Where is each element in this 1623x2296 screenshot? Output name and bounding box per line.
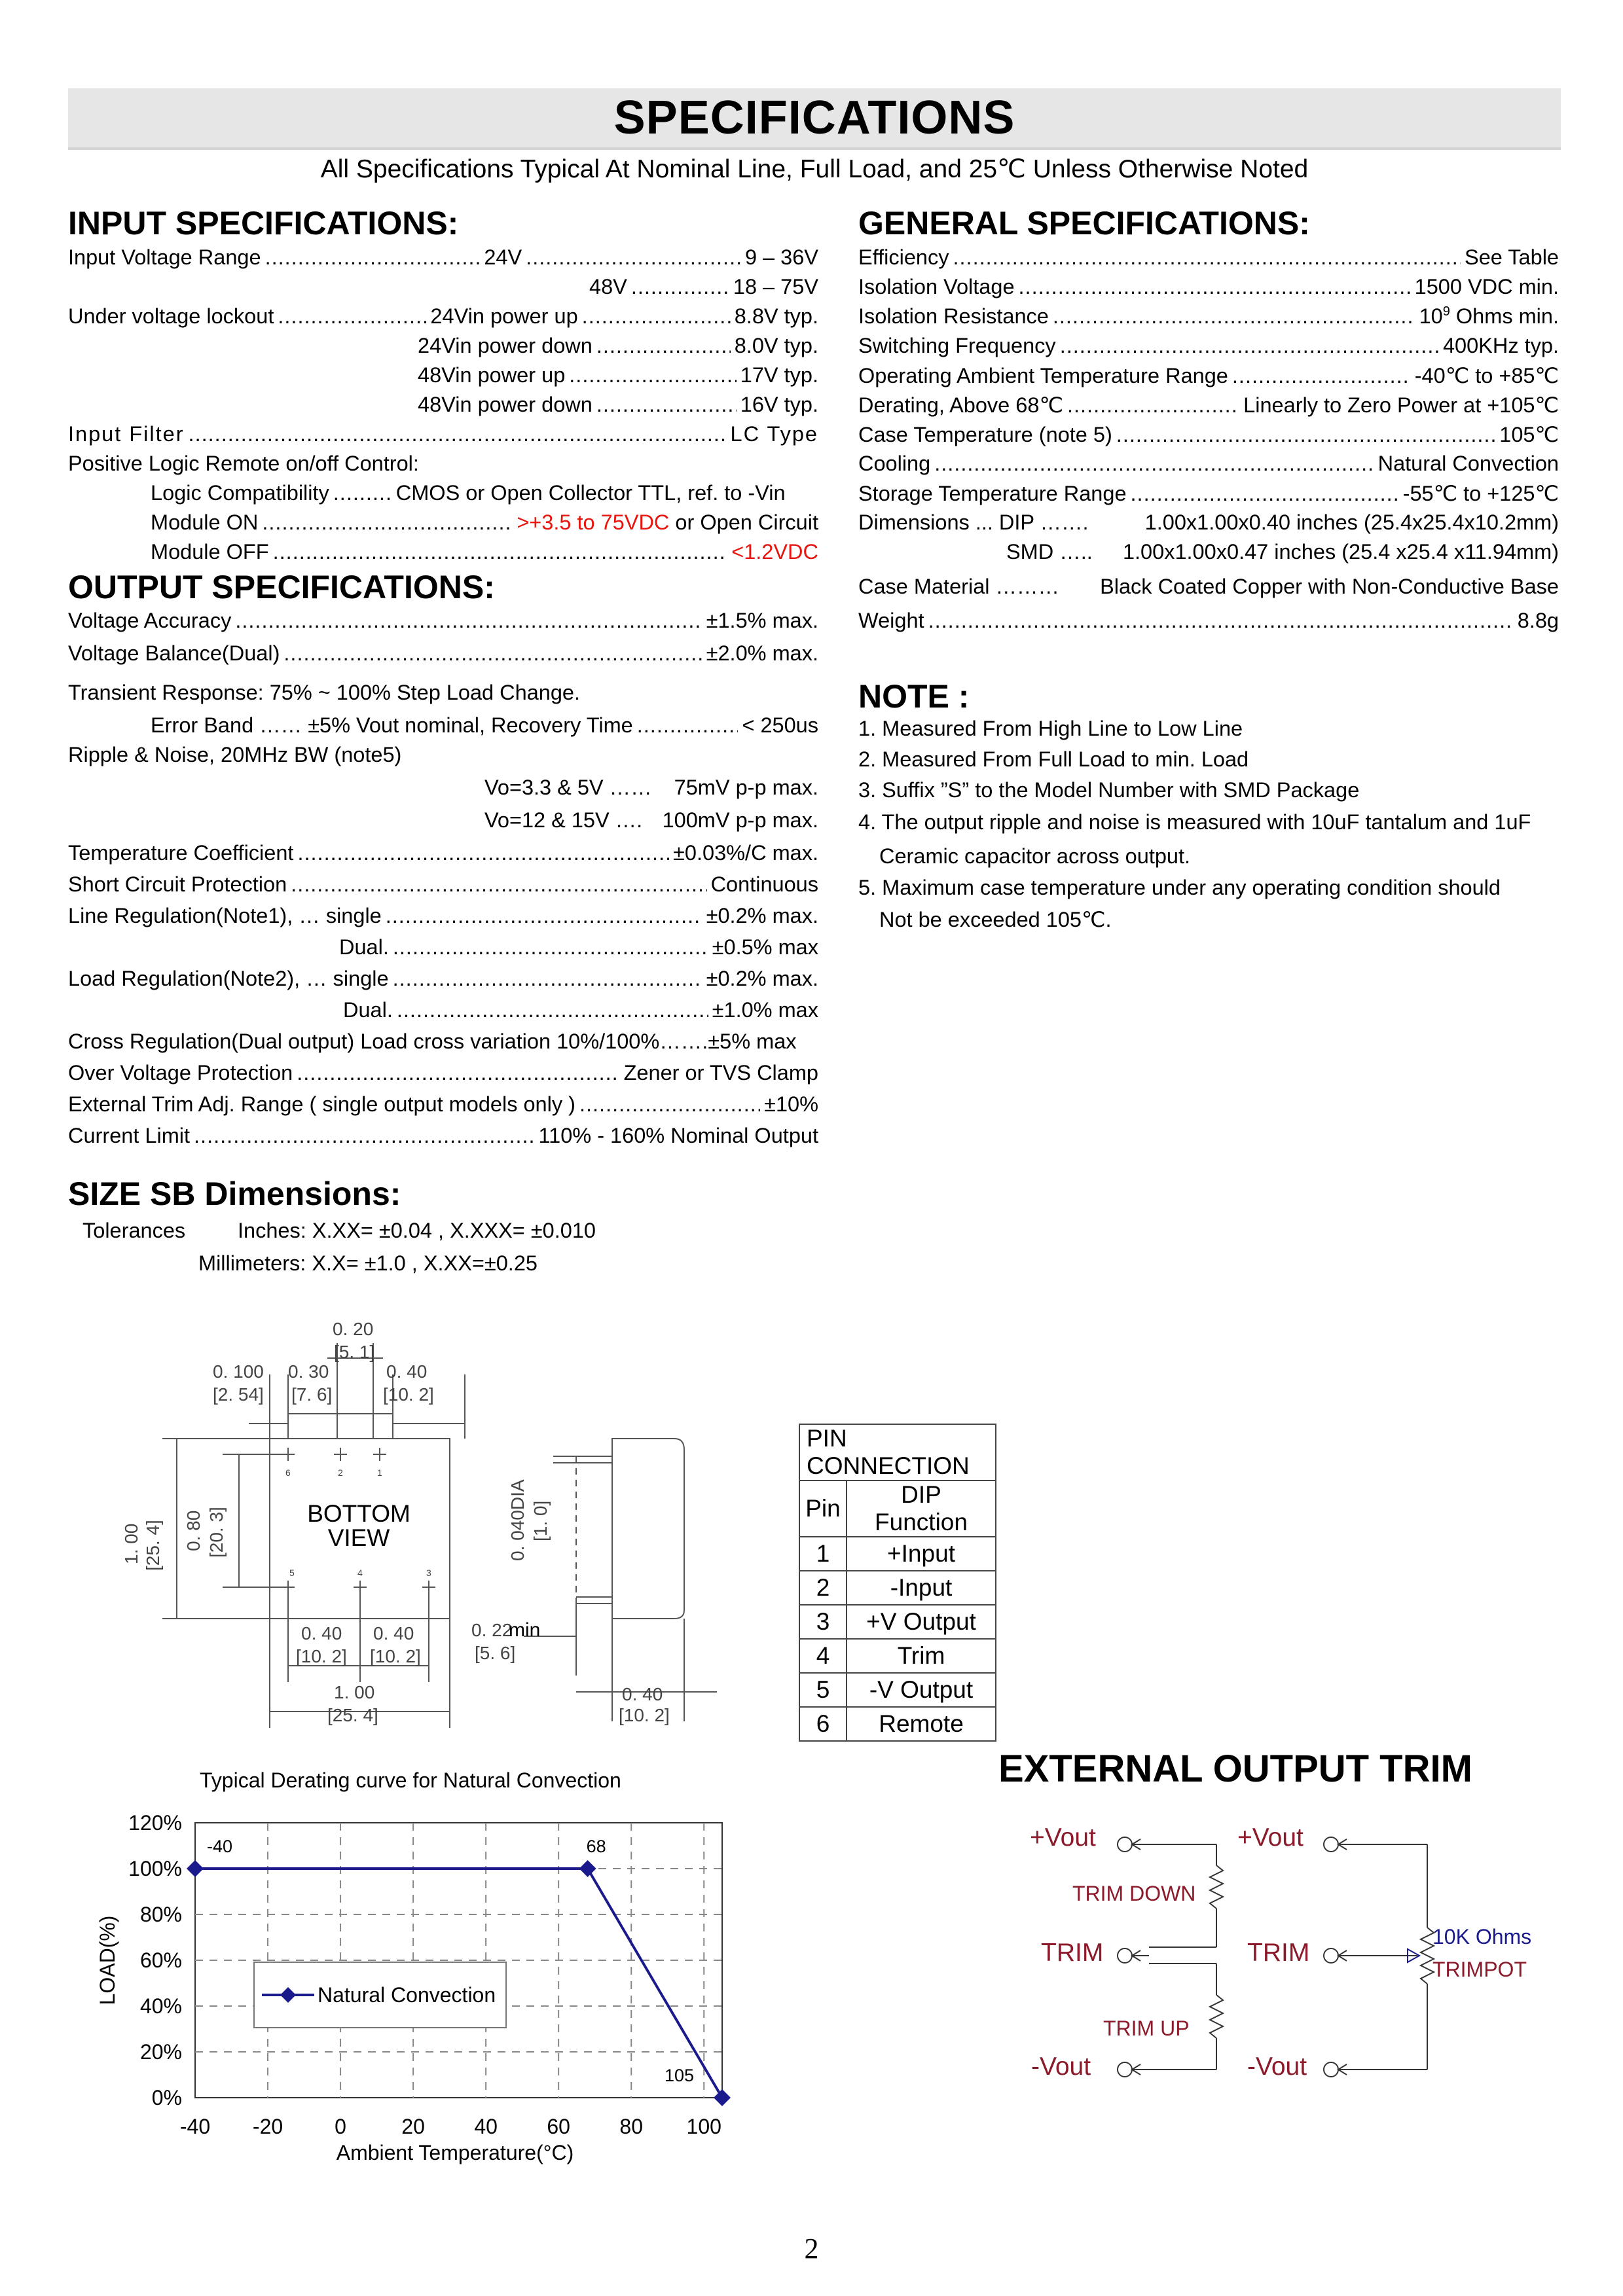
spec-value: -55℃ to +125℃ bbox=[1402, 482, 1559, 505]
spec-label: Logic Compatibility bbox=[151, 481, 329, 505]
dim-label: 0. 30 bbox=[288, 1361, 329, 1382]
spec-label: Derating, Above 68℃ bbox=[858, 393, 1063, 417]
spec-value-red: >+3.5 to 75VDC bbox=[517, 511, 670, 534]
note-4b: Ceramic capacitor across output. bbox=[879, 844, 1191, 868]
note-4a: 4. The output ripple and noise is measured with 10uF tantalum and 1uF bbox=[858, 810, 1531, 834]
spec-sub-label: 48Vin power down bbox=[418, 393, 593, 416]
spec-label: External Trim Adj. Range ( single output models only ) bbox=[68, 1092, 575, 1116]
trim-label: -Vout bbox=[1031, 2053, 1091, 2081]
pin-number: 5 bbox=[799, 1673, 847, 1707]
size-heading: SIZE SB Dimensions: bbox=[68, 1175, 401, 1212]
spec-sub-label: 24V bbox=[484, 245, 522, 269]
spec-sub-label: 24Vin power up bbox=[430, 304, 578, 328]
dim-label: [5. 6] bbox=[475, 1643, 516, 1663]
spec-value: 16V typ. bbox=[740, 393, 818, 416]
dim-label: [2. 54] bbox=[213, 1384, 264, 1405]
spec-remote-label: Positive Logic Remote on/off Control: bbox=[68, 452, 419, 475]
x-tick-label: 20 bbox=[401, 2115, 425, 2138]
spec-value: 1.00x1.00x0.40 inches (25.4x25.4x10.2mm) bbox=[1144, 511, 1559, 534]
pin-label: 4 bbox=[357, 1568, 363, 1578]
annotation: -40 bbox=[207, 1837, 233, 1856]
dim-label: 0. 40 bbox=[386, 1361, 428, 1382]
annotation: 105 bbox=[665, 2066, 695, 2085]
dim-label: [7. 6] bbox=[291, 1384, 333, 1405]
spec-value: Natural Convection bbox=[1377, 452, 1559, 475]
pin-function: Remote bbox=[847, 1707, 996, 1741]
spec-value: ±1.5% max. bbox=[706, 609, 818, 632]
spec-label: Vo=12 & 15V …. bbox=[484, 808, 643, 832]
spec-value: 1500 VDC min. bbox=[1414, 275, 1559, 298]
spec-value: LC Type bbox=[730, 422, 818, 446]
input-heading: INPUT SPECIFICATIONS: bbox=[68, 205, 459, 242]
pin-label: 2 bbox=[338, 1467, 343, 1478]
x-tick-label: 0 bbox=[335, 2115, 346, 2138]
pin-number: 3 bbox=[799, 1605, 847, 1639]
spec-label: Under voltage lockout bbox=[68, 304, 274, 328]
dim-label: 0. 40 bbox=[622, 1684, 663, 1704]
spec-label: Dimensions ... DIP ……. bbox=[858, 511, 1089, 534]
spec-label: Isolation Resistance bbox=[858, 304, 1049, 328]
spec-value: 8.0V typ. bbox=[734, 334, 818, 357]
spec-label: Error Band …… ±5% Vout nominal, Recovery Time bbox=[151, 713, 633, 737]
dim-label: [20. 3] bbox=[206, 1507, 227, 1558]
output-heading: OUTPUT SPECIFICATIONS: bbox=[68, 569, 495, 605]
y-tick-label: 120% bbox=[128, 1811, 182, 1835]
y-tick-label: 0% bbox=[151, 2086, 182, 2109]
spec-label: Voltage Accuracy bbox=[68, 609, 232, 632]
dim-label: [5. 1] bbox=[334, 1342, 375, 1362]
spec-label: Cooling bbox=[858, 452, 931, 475]
spec-label: Module OFF bbox=[151, 540, 269, 564]
trim-label: TRIM bbox=[1247, 1939, 1310, 1967]
dim-label: [10. 2] bbox=[296, 1646, 347, 1666]
spec-label: Current Limit bbox=[68, 1124, 191, 1147]
pin-table-title: PIN CONNECTION bbox=[799, 1424, 996, 1480]
spec-value: 18 – 75V bbox=[733, 275, 818, 298]
y-tick-label: 100% bbox=[128, 1857, 182, 1880]
general-heading: GENERAL SPECIFICATIONS: bbox=[858, 205, 1310, 242]
trim-heading: EXTERNAL OUTPUT TRIM bbox=[998, 1748, 1472, 1790]
dim-label: [25. 4] bbox=[143, 1520, 163, 1571]
spec-value: ±0.2% max. bbox=[706, 904, 818, 927]
note-3: 3. Suffix ”S” to the Model Number with SMD Package bbox=[858, 778, 1360, 802]
spec-label: Voltage Balance(Dual) bbox=[68, 641, 280, 665]
x-tick-label: 60 bbox=[547, 2115, 570, 2138]
spec-label: Vo=3.3 & 5V …… bbox=[484, 776, 652, 799]
y-tick-label: 60% bbox=[139, 1948, 182, 1972]
spec-label: Temperature Coefficient bbox=[68, 841, 294, 865]
spec-sub-label: 48V bbox=[589, 275, 627, 298]
dim-label: [25. 4] bbox=[327, 1705, 378, 1725]
spec-value: Linearly to Zero Power at +105℃ bbox=[1243, 393, 1559, 417]
pin-number: 6 bbox=[799, 1707, 847, 1741]
spec-value: 8.8V typ. bbox=[734, 304, 818, 328]
trimpot-label: TRIMPOT bbox=[1432, 1958, 1527, 1981]
spec-value: 17V typ. bbox=[740, 363, 818, 387]
spec-label: Load Regulation(Note2), … single bbox=[68, 967, 389, 990]
spec-label: Weight bbox=[858, 609, 924, 632]
dim-label: 0. 80 bbox=[183, 1510, 204, 1551]
note-5a: 5. Maximum case temperature under any operating condition should bbox=[858, 876, 1501, 899]
spec-value: -40℃ to +85℃ bbox=[1414, 364, 1559, 387]
dim-label: [10. 2] bbox=[383, 1384, 434, 1405]
spec-value: Zener or TVS Clamp bbox=[623, 1061, 818, 1085]
spec-label: Storage Temperature Range bbox=[858, 482, 1127, 505]
spec-value: ±2.0% max. bbox=[706, 641, 818, 665]
trim-label: -Vout bbox=[1247, 2053, 1307, 2081]
trim-label: +Vout bbox=[1237, 1823, 1304, 1852]
spec-label: Short Circuit Protection bbox=[68, 872, 287, 896]
dim-label: [10. 2] bbox=[619, 1705, 670, 1725]
y-tick-label: 20% bbox=[139, 2040, 182, 2064]
dim-label: 0. 100 bbox=[213, 1361, 264, 1382]
pin-number: 1 bbox=[799, 1537, 847, 1571]
dim-label: 1. 00 bbox=[334, 1682, 375, 1702]
x-tick-label: -40 bbox=[179, 2115, 211, 2138]
trimpot-value: 10K Ohms bbox=[1432, 1925, 1532, 1948]
note-2: 2. Measured From Full Load to min. Load bbox=[858, 747, 1249, 771]
spec-label: Switching Frequency bbox=[858, 334, 1056, 357]
pin-col-header: Pin bbox=[799, 1480, 847, 1537]
pin-function: Trim bbox=[847, 1639, 996, 1673]
spec-value: ±1.0% max bbox=[712, 998, 818, 1022]
spec-value: or Open Circuit bbox=[669, 511, 818, 534]
spec-value: 1.00x1.00x0.47 inches (25.4 x25.4 x11.94mm) bbox=[1122, 540, 1559, 564]
y-tick-label: 40% bbox=[139, 1994, 182, 2018]
bottom-view-label: VIEW bbox=[327, 1524, 390, 1551]
pin-label: 6 bbox=[285, 1467, 291, 1478]
pin-function: +Input bbox=[847, 1537, 996, 1571]
spec-ripple: Ripple & Noise, 20MHz BW (note5) bbox=[68, 743, 402, 766]
spec-value: <1.2VDC bbox=[731, 540, 818, 564]
pin-label: 1 bbox=[377, 1467, 382, 1478]
annotation: 68 bbox=[586, 1837, 606, 1856]
spec-label: Case Material ……… bbox=[858, 575, 1060, 598]
spec-value: ±0.2% max. bbox=[706, 967, 818, 990]
page-number: 2 bbox=[804, 2233, 819, 2265]
spec-label: SMD ….. bbox=[1006, 540, 1093, 564]
y-tick-label: 80% bbox=[139, 1903, 182, 1926]
pin-function: +V Output bbox=[847, 1605, 996, 1639]
spec-value: 9 – 36V bbox=[744, 245, 818, 269]
pin-function: -V Output bbox=[847, 1673, 996, 1707]
notes-heading: NOTE : bbox=[858, 678, 970, 715]
spec-value: ±10% bbox=[764, 1092, 818, 1116]
pin-label: 5 bbox=[289, 1568, 295, 1578]
spec-label: Case Temperature (note 5) bbox=[858, 423, 1112, 446]
x-tick-label: 100 bbox=[686, 2115, 721, 2138]
spec-label: Line Regulation(Note1), … single bbox=[68, 904, 382, 927]
spec-value: < 250us bbox=[742, 713, 818, 737]
trim-label: +Vout bbox=[1030, 1823, 1096, 1852]
dim-label: 0. 20 bbox=[333, 1319, 374, 1339]
spec-value: $10^9$ Ohms min. bbox=[1419, 304, 1559, 328]
page-title: SPECIFICATIONS bbox=[613, 92, 1015, 144]
spec-value: 100mV p-p max. bbox=[662, 808, 818, 832]
page-subtitle: All Specifications Typical At Nominal Line, Full Load, and 25℃ Unless Otherwise Noted bbox=[320, 155, 1309, 183]
spec-label: Input Filter bbox=[68, 422, 185, 446]
trim-down-label: TRIM DOWN bbox=[1072, 1882, 1196, 1905]
pin-number: 2 bbox=[799, 1571, 847, 1605]
dim-label: 0. 40 bbox=[301, 1623, 342, 1643]
dim-label: 0. 40 bbox=[373, 1623, 414, 1643]
spec-cross-regulation: Cross Regulation(Dual output) Load cross variation 10%/100%…….±5% max bbox=[68, 1030, 797, 1053]
trim-up-label: TRIM UP bbox=[1103, 2017, 1190, 2040]
spec-value: CMOS or Open Collector TTL, ref. to -Vin bbox=[395, 481, 786, 505]
dim-min-label: min bbox=[509, 1619, 541, 1641]
pin-label: 3 bbox=[426, 1568, 431, 1578]
note-5b: Not be exceeded 105℃. bbox=[879, 908, 1112, 931]
x-tick-label: 80 bbox=[619, 2115, 644, 2138]
chart-title: Typical Derating curve for Natural Convection bbox=[200, 1768, 621, 1792]
bottom-view-label: BOTTOM bbox=[307, 1500, 410, 1527]
dim-label: [1. 0] bbox=[530, 1500, 551, 1541]
dim-label: 1. 00 bbox=[121, 1523, 141, 1564]
spec-value: 8.8g bbox=[1517, 609, 1559, 632]
note-1: 1. Measured From High Line to Low Line bbox=[858, 717, 1243, 740]
spec-value: 110% - 160% Nominal Output bbox=[538, 1124, 818, 1147]
pin-number: 4 bbox=[799, 1639, 847, 1673]
spec-label: Over Voltage Protection bbox=[68, 1061, 293, 1085]
spec-label: Input Voltage Range bbox=[68, 245, 261, 269]
spec-value: 105℃ bbox=[1499, 423, 1559, 446]
spec-value: ±0.5% max bbox=[712, 935, 818, 959]
spec-value: See Table bbox=[1465, 245, 1559, 269]
spec-label: Dual. bbox=[343, 998, 393, 1022]
spec-sub-label: 24Vin power down bbox=[418, 334, 593, 357]
spec-label: Dual. bbox=[339, 935, 389, 959]
chart-xlabel: Ambient Temperature(°C) bbox=[336, 2141, 574, 2164]
spec-label: Isolation Voltage bbox=[858, 275, 1015, 298]
function-col-header: DIP Function bbox=[847, 1480, 996, 1537]
tolerances-inches: Inches: X.XX= ±0.04 , X.XXX= ±0.010 bbox=[238, 1219, 596, 1242]
trim-label: TRIM bbox=[1041, 1939, 1104, 1967]
legend-label: Natural Convection bbox=[318, 1983, 496, 2007]
dim-label: [10. 2] bbox=[370, 1646, 421, 1666]
spec-label: Efficiency bbox=[858, 245, 949, 269]
spec-value: Continuous bbox=[710, 872, 818, 896]
spec-label: Module ON bbox=[151, 511, 259, 534]
dim-label: 0. 22 bbox=[471, 1620, 513, 1640]
spec-value: ±0.03%/C max. bbox=[673, 841, 818, 865]
x-tick-label: -20 bbox=[252, 2115, 283, 2138]
spec-value: 75mV p-p max. bbox=[674, 776, 818, 799]
x-tick-label: 40 bbox=[474, 2115, 498, 2138]
tolerances-mm: Millimeters: X.X= ±1.0 , X.XX=±0.25 bbox=[198, 1251, 538, 1275]
spec-sub-label: 48Vin power up bbox=[418, 363, 566, 387]
dim-label: 0. 040DIA bbox=[507, 1479, 528, 1561]
spec-transient: Transient Response: 75% ~ 100% Step Load Change. bbox=[68, 681, 581, 704]
chart-ylabel: LOAD(%) bbox=[96, 1915, 119, 2005]
tolerances-label: Tolerances bbox=[82, 1219, 186, 1242]
pin-function: -Input bbox=[847, 1571, 996, 1605]
spec-value: 400KHz typ. bbox=[1442, 334, 1559, 357]
spec-label: Operating Ambient Temperature Range bbox=[858, 364, 1228, 387]
spec-value: Black Coated Copper with Non-Conductive Base bbox=[1100, 575, 1559, 598]
